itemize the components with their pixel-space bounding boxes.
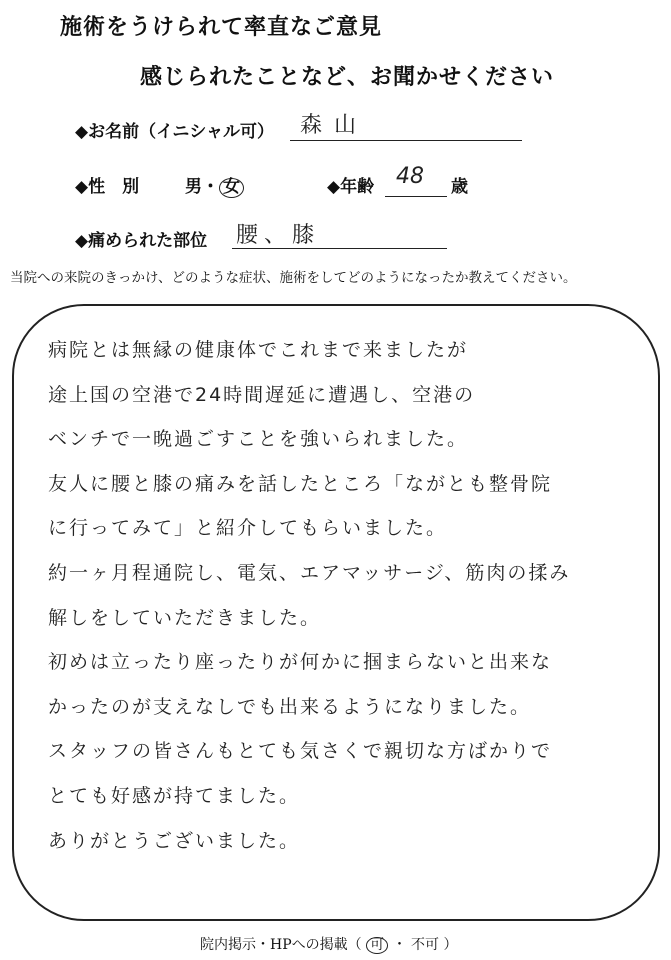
- comment-line: に行ってみて」と紹介してもらいました。: [48, 517, 448, 540]
- comment-line: かったのが支えなしでも出来るようになりました。: [48, 695, 532, 718]
- comment-text: [48, 328, 648, 863]
- comment-line: ありがとうございました。: [48, 829, 301, 852]
- injured-part-label: ◆痛められた部位: [75, 231, 208, 251]
- name-underline: [290, 140, 522, 141]
- gender-label: ◆性 別: [75, 177, 140, 197]
- publish-close: ）: [443, 937, 458, 953]
- comment-line: スタッフの皆さんもとても気さくで親切な方ばかりで: [48, 740, 553, 763]
- comment-line: 友人に腰と膝の痛みを話したところ「ながとも整骨院: [48, 472, 553, 495]
- comment-line: 途上国の空港で24時間遅延に遭遇し、空港の: [48, 383, 476, 406]
- age-label: ◆年齢: [327, 177, 375, 197]
- injured-part-value: 腰、膝: [236, 223, 321, 248]
- comment-line: 約一ヶ月程通院し、電気、エアマッサージ、筋肉の揉み: [48, 561, 571, 584]
- gender-options: 男・ 女: [185, 172, 244, 198]
- publish-ok-mark: 可: [366, 937, 388, 954]
- publish-permission: [200, 934, 457, 954]
- comment-line: 初めは立ったり座ったりが何かに掴まらないと出来な: [48, 651, 553, 674]
- publish-separator: ・: [392, 937, 407, 953]
- gender-selected-mark: 女: [219, 178, 244, 198]
- age-unit: 歳: [451, 177, 468, 197]
- form-title-line-2: 感じられたことなど、お聞かせください: [140, 64, 555, 90]
- comment-line: とても好感が持てました。: [48, 784, 301, 807]
- instruction-text: 当院への来院のきっかけ、どのような症状、施術をしてどのようになったか教えてください。: [10, 270, 577, 286]
- age-value: 48: [396, 164, 424, 189]
- publish-label: 院内掲示・HPへの掲載（: [200, 937, 362, 953]
- publish-ng: 不可: [411, 937, 439, 953]
- comment-line: 病院とは無縁の健康体でこれまで来ましたが: [48, 339, 469, 361]
- name-value: 森山: [300, 113, 369, 138]
- form-title-line-1: 施術をうけられて率直なご意見: [60, 14, 383, 40]
- comment-line: ベンチで一晩過ごすことを強いられました。: [48, 428, 469, 451]
- age-underline: [385, 196, 447, 197]
- comment-line: 解しをしていただきました。: [48, 606, 322, 629]
- name-label: ◆お名前（イニシャル可）: [75, 122, 275, 142]
